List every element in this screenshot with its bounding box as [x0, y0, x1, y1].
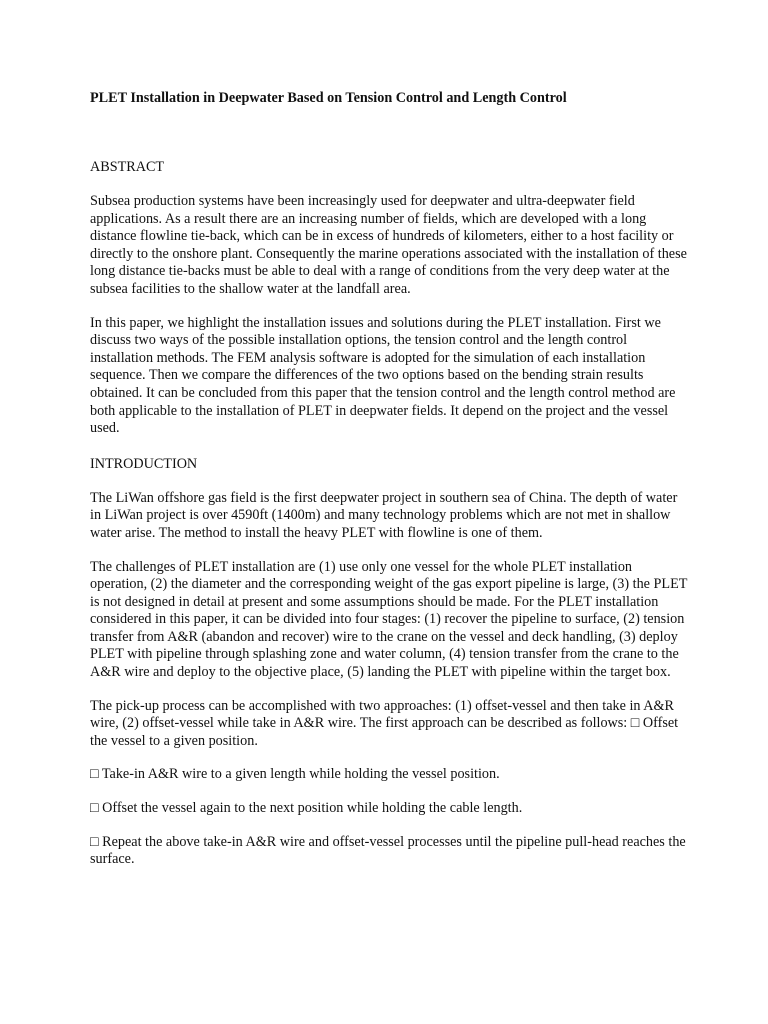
process-step-4: □ Repeat the above take-in A&R wire and offset-vessel processes until the pipeline pull-head reaches the surface.: [90, 833, 686, 868]
abstract-heading: ABSTRACT: [90, 159, 165, 175]
introduction-paragraph-3: The pick-up process can be accomplished with two approaches: (1) offset-vessel and then take in A&R wire, (2) offset-vessel while take in A&R wire. The first approach can be described as follows: □ Offset the vessel to a given position.: [90, 697, 679, 749]
document-title: PLET Installation in Deepwater Based on Tension Control and Length Control: [90, 90, 567, 106]
abstract-paragraph-1: Subsea production systems have been increasingly used for deepwater and ultra-deepwater field applications. As a result there are an increasing number of fields, which are developed with a long distance flowline tie-back, which can be in excess of hundreds of kilometers, either to a host facility or directly to the onshore plant. Consequently the marine operations associated with the installation of these long distance tie-backs must be able to deal with a range of conditions from the very deep water at the subsea facilities to the shallow water at the landfall area.: [90, 193, 687, 297]
introduction-paragraph-2: The challenges of PLET installation are (1) use only one vessel for the whole PLET installation operation, (2) the diameter and the corresponding weight of the gas export pipeline is large, (3) the PLET is not designed in detail at present and some assumptions should be made. For the PLET installation considered in this paper, it can be divided into four stages: (1) recover the pipeline to surface, (2) tension transfer from A&R (abandon and recover) wire to the crane on the vessel and deck handling, (3) deploy PLET with pipeline through splashing zone and water column, (4) tension transfer from the crane to the A&R wire and deploy to the objective place, (5) landing the PLET with pipeline within the target box.: [90, 558, 688, 681]
document-page: [90, 88, 690, 885]
introduction-paragraph-1: The LiWan offshore gas field is the first deepwater project in southern sea of China. The depth of water in LiWan project is over 4590ft (1400m) and many technology problems which are not met in shallow water arise. The method to install the heavy PLET with flowline is one of them.: [90, 489, 678, 541]
introduction-heading: INTRODUCTION: [90, 455, 198, 472]
process-step-3: □ Offset the vessel again to the next position while holding the cable length.: [90, 800, 523, 817]
abstract-paragraph-2: In this paper, we highlight the installation issues and solutions during the PLET installation. First we discuss two ways of the possible installation options, the tension control and the length control installation methods. The FEM analysis software is adopted for the simulation of each installation sequence. Then we compare the differences of the two options based on the bending strain results obtained. It can be concluded from this paper that the tension control and the length control method are both applicable to the installation of PLET in deepwater fields. It depend on the project and the vessel used.: [90, 314, 676, 437]
process-step-2: □ Take-in A&R wire to a given length while holding the vessel position.: [90, 766, 500, 783]
